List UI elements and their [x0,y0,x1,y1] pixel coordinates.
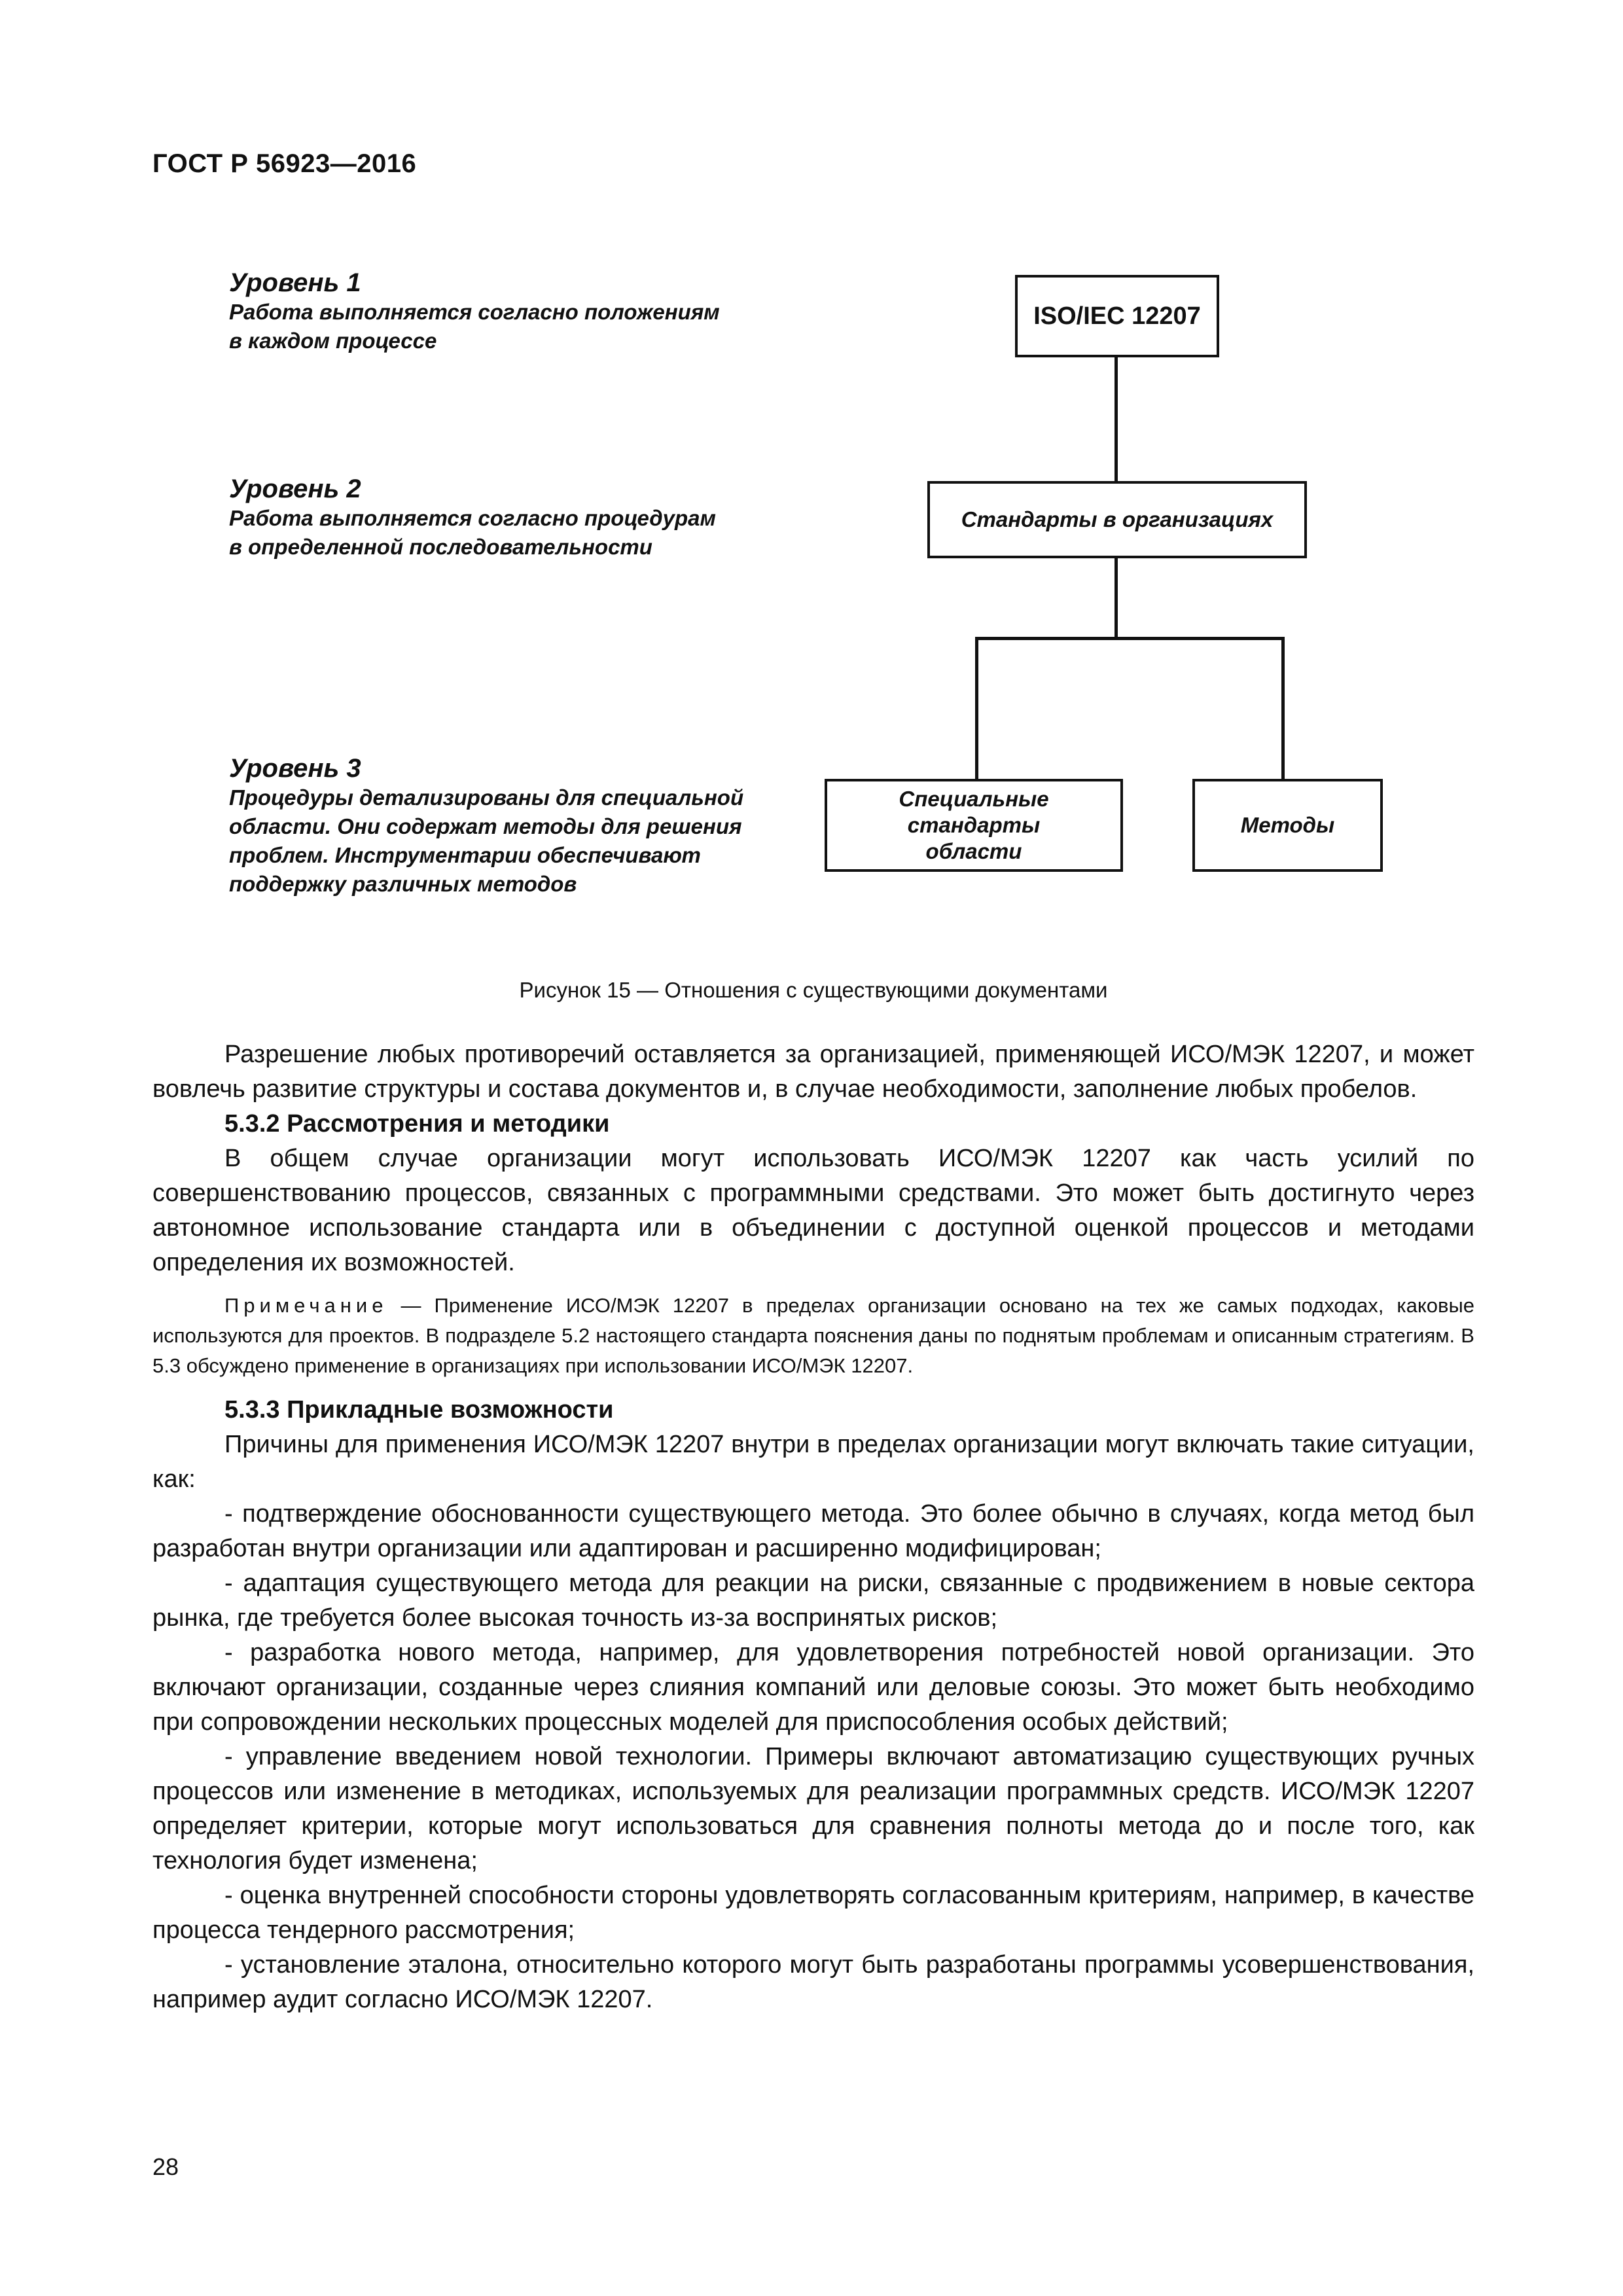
list-item: - разработка нового метода, например, для удовлетворения потребностей новой организации. Это включают организации, созданные через слияния компаний или деловые союзы. Это может быть необходимо при сопровождении нескольких процессных моделей для приспособления особых действий; [152,1639,1474,1736]
document-header: ГОСТ Р 56923—2016 [152,149,417,178]
level-2-title: Уровень 2 [229,475,361,503]
level-1-desc-line: Работа выполняется согласно положениям [229,300,720,324]
note-text: — Применение ИСО/МЭК 12207 в пределах организации основано на тех же самых подходах, каковые используются для проектов. В подразделе 5.2 настоящего стандарта пояснения даны по поднятым проблемам и описанным стратегиям. В 5.3 обсуждено применение в организациях при использовании ИСО/МЭК 12207. [152,1294,1474,1377]
paragraph: Разрешение любых противоречий оставляется за организацией, применяющей ИСО/МЭК 12207, и может вовлечь развитие структуры и состава документов и, в случае необходимости, заполнение любых пробелов. [152,1041,1474,1103]
level-3-title: Уровень 3 [229,754,361,783]
level-3-desc-line: Процедуры детализированы для специальной [229,785,744,810]
body-text [152,1037,1474,2017]
connector-line [1115,558,1118,638]
paragraph: В общем случае организации могут использовать ИСО/МЭК 12207 как часть усилий по совершенствованию процессов, связанных с программными средствами. Это может быть достигнуто через автономное использование стандарта или в объединении с доступной оценкой процессов и методами определения их возможностей. [152,1145,1474,1276]
note-label: Примечание [224,1294,388,1317]
methods-label: Методы [1240,813,1335,837]
connector-line [975,637,1285,640]
section-heading-5-3-2: 5.3.2 Рассмотрения и методики [224,1110,610,1138]
iso-box-label: ISO/IEC 12207 [1033,302,1201,330]
level-1-title: Уровень 1 [229,268,361,297]
list-item: - подтверждение обоснованности существующего метода. Это более обычно в случаях, когда метод был разработан внутри организации или адаптирован и расширенно модифицирован; [152,1500,1474,1562]
methods-box [1192,779,1383,872]
level-1 [229,268,818,355]
list-item: - адаптация существующего метода для реакции на риски, связанные с продвижением в новые сектора рынка, где требуется более высокая точность из-за воспринятых рисков; [152,1570,1474,1632]
special-standards-label-line: стандарты [907,813,1041,837]
special-standards-label-line: области [925,839,1022,863]
level-2 [229,475,818,562]
section-heading-5-3-3: 5.3.3 Прикладные возможности [224,1396,614,1424]
level-3-desc-line: области. Они содержат методы для решения [229,814,742,838]
iso-iec-12207-box [1015,275,1219,357]
note [152,1291,1474,1381]
special-standards-label-line: Специальные [899,787,1049,811]
list-item: - оценка внутренней способности стороны удовлетворять согласованным критериям, например, в качестве процесса тендерного рассмотрения; [152,1882,1474,1944]
level-1-desc-line: в каждом процессе [229,329,437,353]
level-2-desc-line: Работа выполняется согласно процедурам [229,506,716,530]
level-3-desc-line: поддержку различных методов [229,872,577,896]
connector-line [1281,637,1285,781]
figure-caption: Рисунок 15 — Отношения с существующими документами [519,978,1108,1002]
org-standards-label: Стандарты в организациях [961,507,1274,531]
level-3 [229,754,818,899]
org-standards-box [927,481,1307,558]
list-item: - управление введением новой технологии. Примеры включают автоматизацию существующих ручных процессов или изменение в методиках, используемых для реализации программных средств. ИСО/МЭК 12207 определяет критерии, которые могут использоваться для сравнения полноты метода до и после того, как технология будет изменена; [152,1743,1474,1874]
special-standards-box [825,779,1123,872]
level-3-desc-line: проблем. Инструментарии обеспечивают [229,843,701,867]
page-number: 28 [152,2153,179,2180]
connector-line [975,637,978,781]
list-item: - установление эталона, относительно которого могут быть разработаны программы усовершенствования, например аудит согласно ИСО/МЭК 12207. [152,1951,1474,2013]
level-2-desc-line: в определенной последовательности [229,535,652,559]
connector-line [1115,357,1118,482]
paragraph: Причины для применения ИСО/МЭК 12207 внутри в пределах организации могут включать такие ситуации, как: [152,1431,1474,1493]
